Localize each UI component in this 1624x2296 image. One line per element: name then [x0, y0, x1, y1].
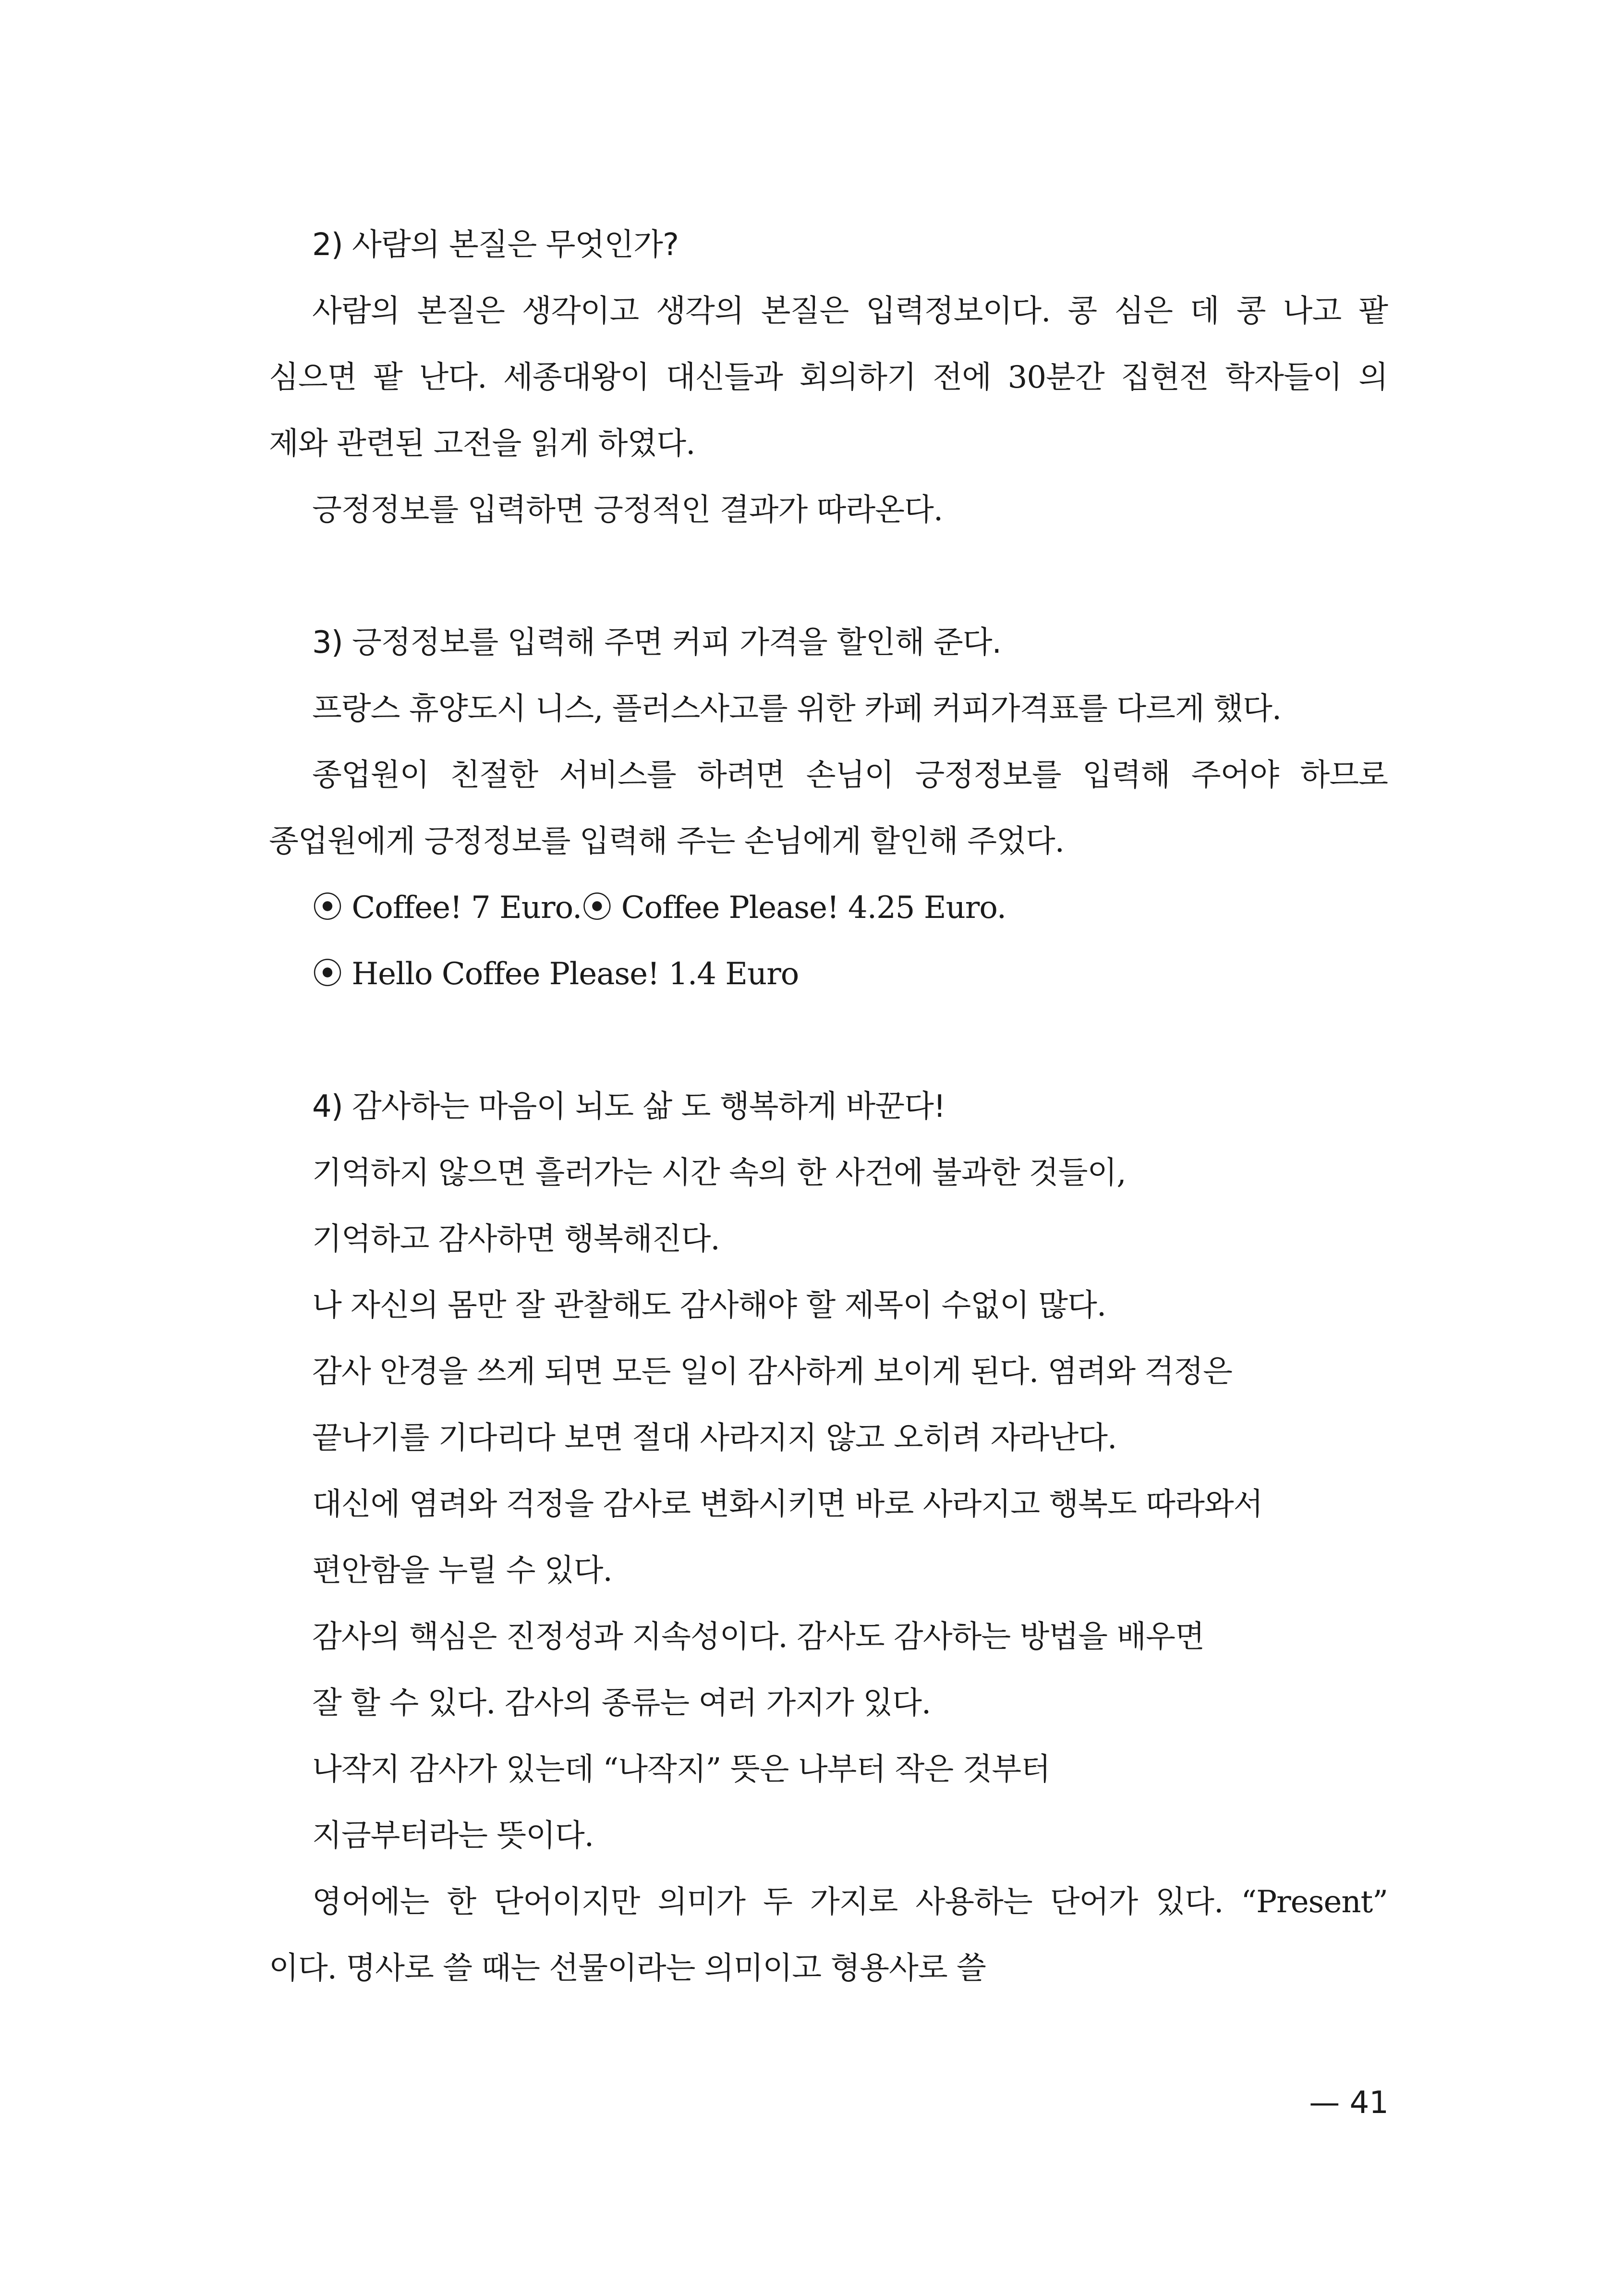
paragraph-line: 잘 할 수 있다. 감사의 종류는 여러 가지가 있다.	[312, 1685, 931, 1721]
paragraph-line: 편안함을 누릴 수 있다.	[312, 1553, 612, 1588]
paragraph-line: 영어에는 한 단어이지만 의미가 두 가지로 사용하는 단어가 있다. “Present”	[312, 1884, 1388, 1920]
page-number: — 41	[1309, 2085, 1389, 2121]
paragraph-line: 감사 안경을 쓰게 되면 모든 일이 감사하게 보이게 된다. 염려와 걱정은	[312, 1354, 1232, 1390]
paragraph-line: 나 자신의 몸만 잘 관찰해도 감사해야 할 제목이 수없이 많다.	[312, 1288, 1106, 1323]
section-heading-3: 3) 긍정정보를 입력해 주면 커피 가격을 할인해 준다.	[312, 625, 1001, 660]
paragraph-line: 기억하고 감사하면 행복해진다.	[312, 1221, 720, 1257]
paragraph-line: 심으면 팥 난다. 세종대왕이 대신들과 회의하기 전에 30분간 집현전 학자들이 의	[269, 360, 1388, 395]
price-list-line: ⦿ Coffee! 7 Euro.⦿ Coffee Please! 4.25 Euro.	[312, 890, 1006, 926]
section-heading-2: 2) 사람의 본질은 무엇인가?	[312, 227, 679, 263]
paragraph-line: 프랑스 휴양도시 니스, 플러스사고를 위한 카페 커피가격표를 다르게 했다.	[312, 691, 1282, 727]
paragraph-line: 이다. 명사로 쓸 때는 선물이라는 의미이고 형용사로 쓸	[269, 1951, 986, 1986]
paragraph-line: 긍정정보를 입력하면 긍정적인 결과가 따라온다.	[312, 492, 943, 528]
paragraph-line: 제와 관련된 고전을 읽게 하였다.	[269, 426, 695, 462]
price-list-line: ⦿ Hello Coffee Please! 1.4 Euro	[312, 956, 799, 992]
paragraph-line: 종업원에게 긍정정보를 입력해 주는 손님에게 할인해 주었다.	[269, 824, 1065, 859]
paragraph-line: 기억하지 않으면 흘러가는 시간 속의 한 사건에 불과한 것들이,	[312, 1155, 1126, 1191]
paragraph-line: 나작지 감사가 있는데 “나작지” 뜻은 나부터 작은 것부터	[312, 1752, 1050, 1787]
paragraph-line: 지금부터라는 뜻이다.	[312, 1818, 594, 1854]
paragraph-line: 사람의 본질은 생각이고 생각의 본질은 입력정보이다. 콩 심은 데 콩 나고 팥	[312, 293, 1388, 329]
paragraph-line: 끝나기를 기다리다 보면 절대 사라지지 않고 오히려 자라난다.	[312, 1420, 1117, 1456]
section-heading-4: 4) 감사하는 마음이 뇌도 삶 도 행복하게 바꾼다!	[312, 1089, 945, 1124]
paragraph-line: 대신에 염려와 걱정을 감사로 변화시키면 바로 사라지고 행복도 따라와서	[312, 1487, 1263, 1522]
paragraph-line: 감사의 핵심은 진정성과 지속성이다. 감사도 감사하는 방법을 배우면	[312, 1619, 1204, 1655]
paragraph-line: 종업원이 친절한 서비스를 하려면 손님이 긍정정보를 입력해 주어야 하므로	[312, 757, 1388, 793]
